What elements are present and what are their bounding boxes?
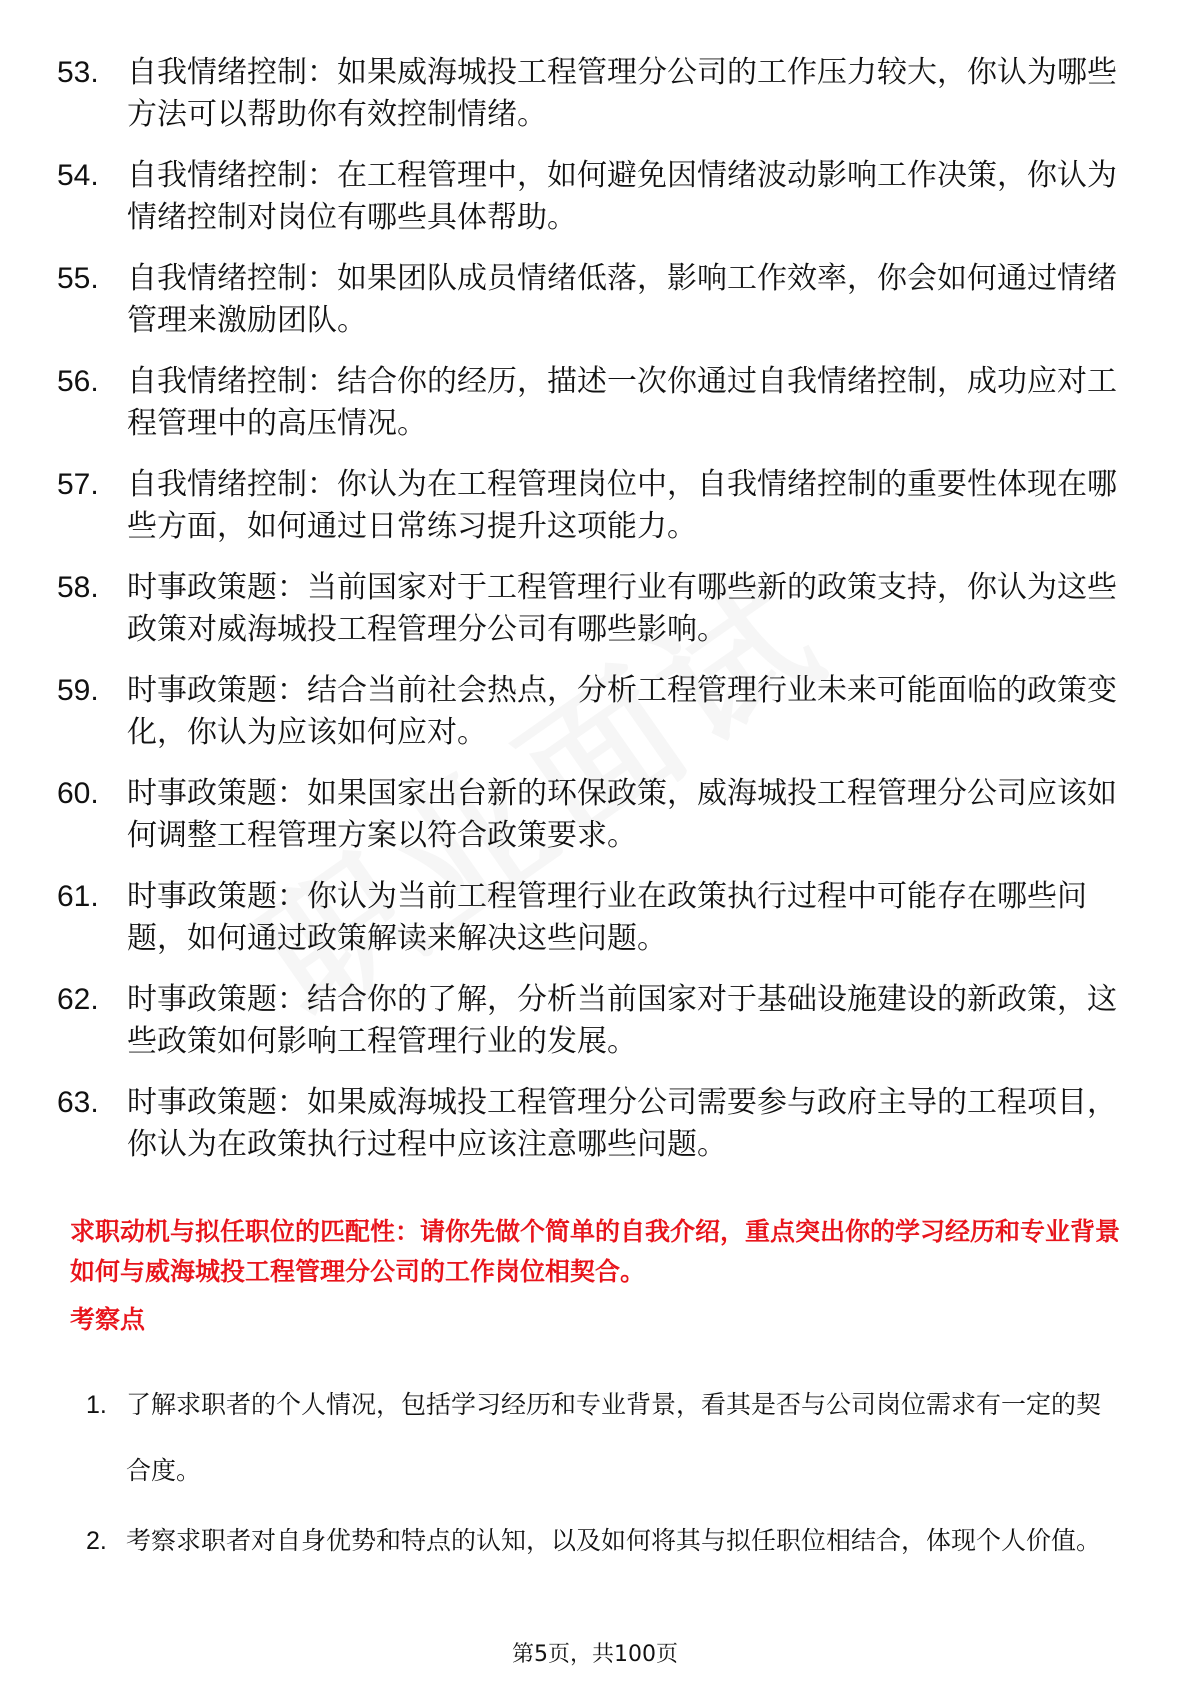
question-text: 时事政策题：当前国家对于工程管理行业有哪些新的政策支持，你认为这些政策对威海城投工程管理分公司有哪些影响。	[127, 570, 1117, 647]
question-item	[0, 876, 1190, 960]
question-text: 自我情绪控制：你认为在工程管理岗位中，自我情绪控制的重要性体现在哪些方面，如何通过日常练习提升这项能力。	[127, 467, 1117, 544]
question-text: 时事政策题：结合你的了解，分析当前国家对于基础设施建设的新政策，这些政策如何影响工程管理行业的发展。	[127, 982, 1117, 1059]
question-item	[0, 361, 1190, 445]
question-item	[0, 52, 1190, 136]
question-item	[0, 258, 1190, 342]
point-text: 了解求职者的个人情况，包括学习经历和专业背景，看其是否与公司岗位需求有一定的契合度。	[126, 1390, 1102, 1485]
question-text: 自我情绪控制：如果团队成员情绪低落，影响工作效率，你会如何通过情绪管理来激励团队。	[127, 261, 1117, 338]
question-number: 58.	[57, 571, 99, 604]
question-item	[0, 1082, 1190, 1166]
question-item	[0, 979, 1190, 1063]
point-list	[0, 1372, 1190, 1578]
point-item	[0, 1508, 1190, 1574]
question-number: 63.	[57, 1086, 99, 1119]
section-heading: 求职动机与拟任职位的匹配性：请你先做个简单的自我介绍，重点突出你的学习经历和专业背景如何与威海城投工程管理分公司的工作岗位相契合。	[70, 1217, 1121, 1286]
question-item	[0, 773, 1190, 857]
question-item	[0, 155, 1190, 239]
question-number: 55.	[57, 262, 99, 295]
question-number: 57.	[57, 468, 99, 501]
question-text: 时事政策题：如果威海城投工程管理分公司需要参与政府主导的工程项目，你认为在政策执行过程中应该注意哪些问题。	[127, 1085, 1117, 1162]
question-number: 60.	[57, 777, 99, 810]
question-text: 自我情绪控制：如果威海城投工程管理分公司的工作压力较大，你认为哪些方法可以帮助你有效控制情绪。	[127, 55, 1117, 132]
question-text: 自我情绪控制：在工程管理中，如何避免因情绪波动影响工作决策，你认为情绪控制对岗位有哪些具体帮助。	[127, 158, 1117, 235]
question-text: 时事政策题：结合当前社会热点，分析工程管理行业未来可能面临的政策变化，你认为应该如何应对。	[127, 673, 1117, 750]
point-number: 2.	[86, 1527, 107, 1555]
point-number: 1.	[86, 1391, 107, 1419]
question-item	[0, 464, 1190, 548]
question-text: 自我情绪控制：结合你的经历，描述一次你通过自我情绪控制，成功应对工程管理中的高压情况。	[127, 364, 1117, 441]
question-list	[0, 52, 1190, 1185]
question-text: 时事政策题：你认为当前工程管理行业在政策执行过程中可能存在哪些问题，如何通过政策解读来解决这些问题。	[127, 879, 1087, 956]
question-number: 54.	[57, 159, 99, 192]
point-item	[0, 1372, 1190, 1504]
page-footer: 第5页，共100页	[512, 1642, 678, 1667]
question-number: 61.	[57, 880, 99, 913]
question-item	[0, 567, 1190, 651]
point-text: 考察求职者对自身优势和特点的认知，以及如何将其与拟任职位相结合，体现个人价值。	[126, 1526, 1102, 1555]
section-subheading: 考察点	[70, 1305, 146, 1334]
question-number: 62.	[57, 983, 99, 1016]
question-item	[0, 670, 1190, 754]
question-number: 56.	[57, 365, 99, 398]
question-number: 59.	[57, 674, 99, 707]
question-number: 53.	[57, 56, 99, 89]
question-text: 时事政策题：如果国家出台新的环保政策，威海城投工程管理分公司应该如何调整工程管理方案以符合政策要求。	[127, 776, 1117, 853]
